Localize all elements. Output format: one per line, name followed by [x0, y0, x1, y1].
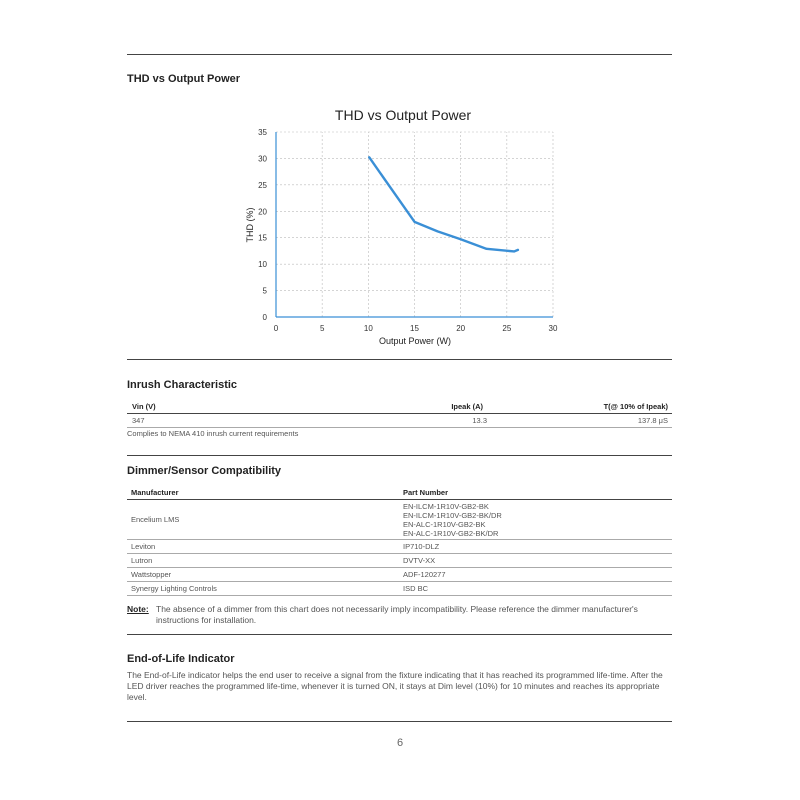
inrush-ipeak-value: 13.3: [307, 414, 487, 428]
chart-ylabel: THD (%): [245, 207, 255, 243]
thd-chart-svg: [235, 100, 575, 350]
thd-data-point: [414, 221, 416, 223]
chart-xlabel: Output Power (W): [378, 336, 452, 346]
part-number: EN-ALC-1R10V-GB2-BK/DR: [403, 529, 499, 538]
thd-data-point: [437, 230, 439, 232]
inrush-row: [127, 414, 672, 428]
table-row: [127, 554, 672, 568]
thd-data-point: [460, 238, 462, 240]
inrush-header-vin: Vin (V): [127, 400, 307, 414]
thd-data-point: [513, 251, 515, 253]
inrush-header-ipeak: Ipeak (A): [307, 400, 487, 414]
dimmer-note: [127, 604, 672, 626]
x-tick-label: 30: [548, 324, 558, 333]
divider-after-inrush: [127, 455, 672, 456]
table-row: [127, 540, 672, 554]
inrush-table: [127, 400, 672, 428]
thd-section-title: THD vs Output Power: [127, 73, 241, 85]
manufacturer-cell: Encelium LMS: [127, 500, 399, 540]
x-tick-label: 0: [273, 324, 279, 333]
part-number-cell: DVTV-XX: [399, 554, 672, 568]
divider-after-chart: [127, 359, 672, 360]
part-number: EN-ALC-1R10V-GB2-BK: [403, 520, 486, 529]
dimmer-header-row: [127, 486, 672, 500]
y-tick-label: 25: [258, 180, 267, 190]
dimmer-table: [127, 486, 672, 596]
table-row: [127, 568, 672, 582]
part-number-cell: ISD BC: [399, 582, 672, 596]
manufacturer-cell: Lutron: [127, 554, 399, 568]
y-tick-label: 15: [258, 233, 267, 243]
eol-paragraph: The End-of-Life indicator helps the end user to receive a signal from the fixture indicating that it has reached its programmed life-time. After the LED driver reaches the programmed life-time, whenever it is turned ON, it stays at Dim level (10%) for 10 minutes and reaches its appropriate level.: [127, 670, 663, 702]
inrush-header-t: T(@ 10% of Ipeak): [487, 400, 672, 414]
x-tick-label: 10: [363, 324, 373, 333]
part-number-cell: IP710-DLZ: [399, 540, 672, 554]
inrush-vin-value: 347: [127, 414, 307, 428]
note-label: Note:: [127, 604, 149, 614]
dimmer-section-title: Dimmer/Sensor Compatibility: [127, 465, 282, 477]
dimmer-header-part-number: Part Number: [399, 486, 672, 500]
part-number-cell: ADF-120277: [399, 568, 672, 582]
note-text: The absence of a dimmer from this chart does not necessarily imply incompatibility. Please reference the dimmer manufacturer's instructions for installation.: [156, 604, 638, 625]
table-row: [127, 500, 672, 540]
inrush-t-value: 137.8 μS: [487, 414, 672, 428]
page-number: 6: [396, 737, 404, 749]
thd-data-point: [517, 249, 519, 251]
y-tick-label: 35: [258, 128, 267, 137]
thd-series-line: [369, 157, 518, 251]
y-tick-label: 0: [262, 313, 267, 322]
divider-top: [127, 54, 672, 55]
inrush-section-title: Inrush Characteristic: [127, 379, 238, 391]
divider-after-note: [127, 634, 672, 635]
y-tick-label: 10: [258, 260, 267, 270]
inrush-compliance-note: Complies to NEMA 410 inrush current requirements: [127, 429, 299, 438]
divider-bottom: [127, 721, 672, 722]
y-tick-label: 5: [262, 286, 267, 296]
manufacturer-cell: Leviton: [127, 540, 399, 554]
chart-ticks: [258, 128, 558, 333]
inrush-header-row: [127, 400, 672, 414]
part-number-cell: [399, 500, 672, 540]
dimmer-header-manufacturer: Manufacturer: [127, 486, 399, 500]
eol-section-title: End-of-Life Indicator: [127, 653, 235, 665]
thd-data-point: [486, 248, 488, 250]
part-number: EN-ILCM-1R10V-GB2-BK: [403, 502, 489, 511]
chart-title: THD vs Output Power: [334, 107, 472, 123]
manufacturer-cell: Synergy Lighting Controls: [127, 582, 399, 596]
x-tick-label: 5: [319, 324, 325, 333]
x-tick-label: 25: [502, 324, 512, 333]
part-number: EN-ILCM-1R10V-GB2-BK/DR: [403, 511, 502, 520]
y-tick-label: 30: [258, 154, 267, 164]
table-row: [127, 582, 672, 596]
x-tick-label: 15: [410, 324, 419, 333]
y-tick-label: 20: [258, 207, 267, 217]
thd-data-point: [368, 156, 370, 158]
manufacturer-cell: Wattstopper: [127, 568, 399, 582]
chart-gridlines: [276, 132, 553, 317]
thd-chart: [235, 100, 575, 350]
x-tick-label: 20: [456, 324, 466, 333]
